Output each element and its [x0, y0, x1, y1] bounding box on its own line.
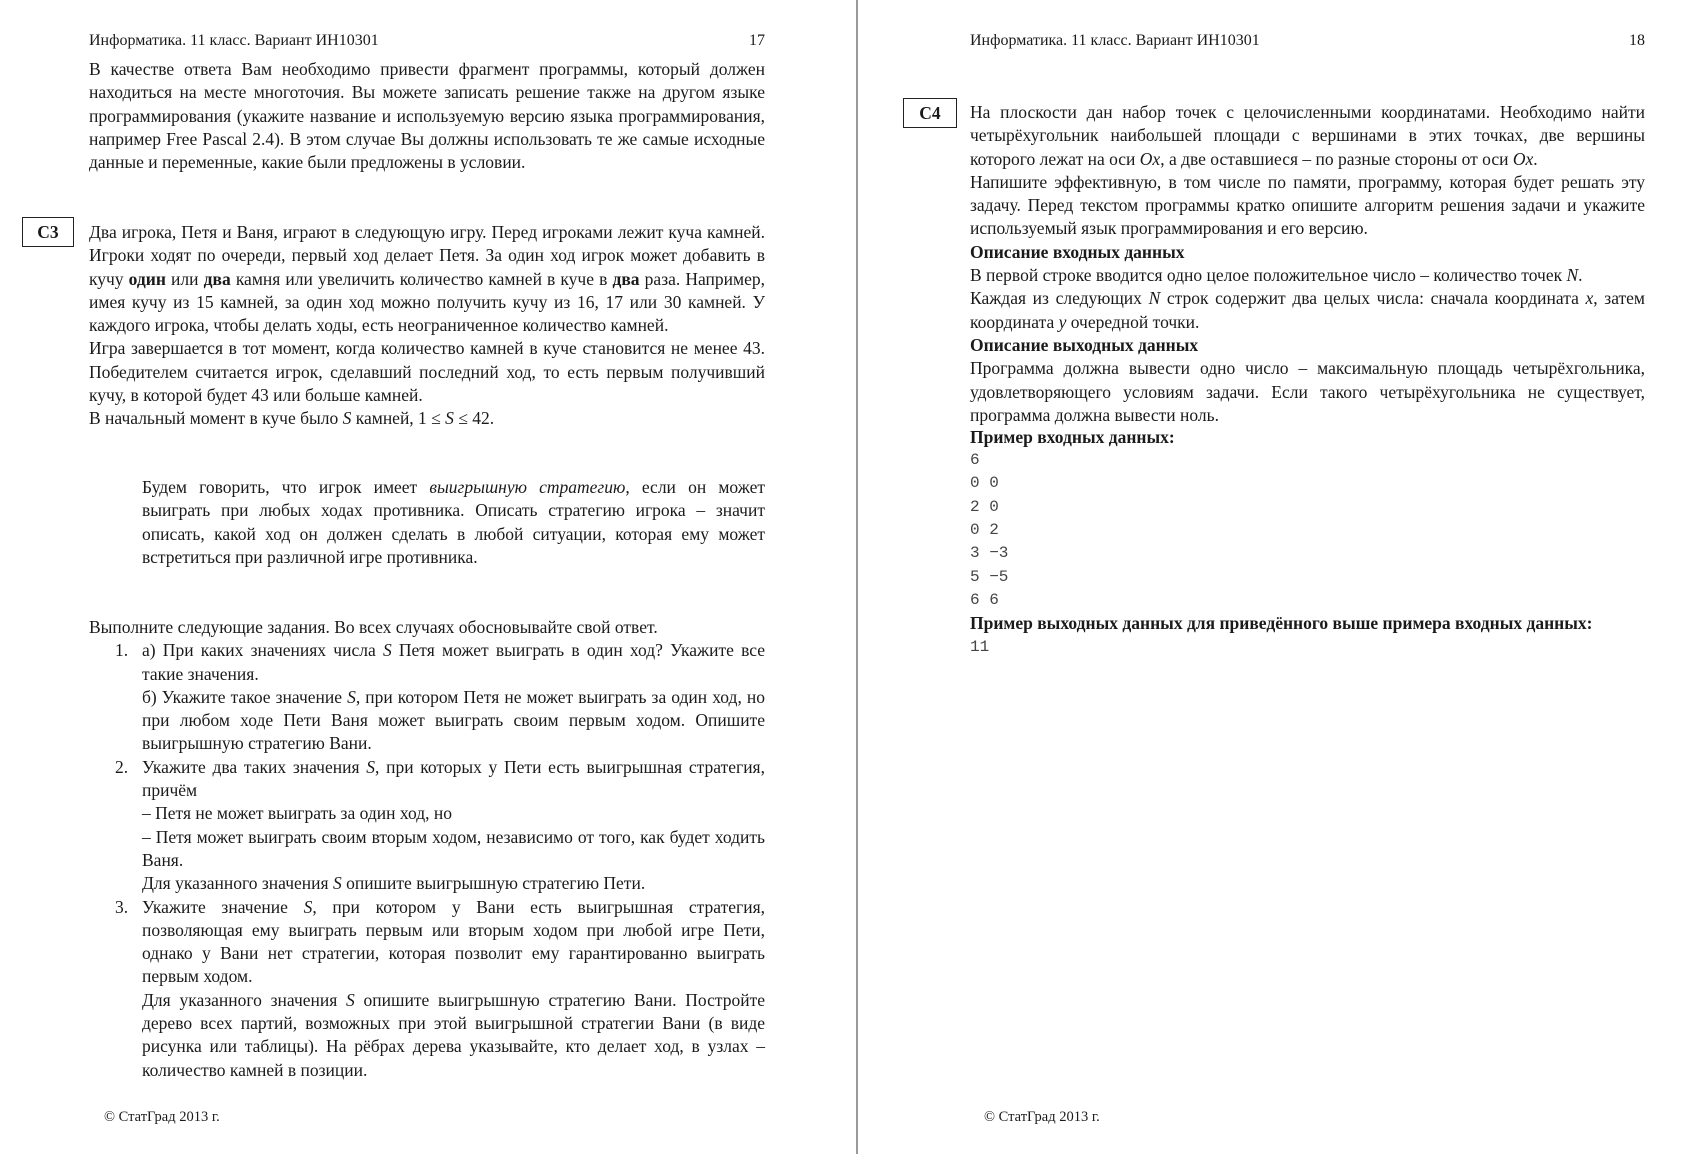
- intro-paragraph: В качестве ответа Вам необходимо привести фрагмент программы, который должен находиться на месте многоточия. Вы можете записать решение также на другом языке программирования (укажите название и используемую версию языка программирования, например Free Pascal 2.4). В этом случае Вы должны использовать те же самые исходные данные и переменные, какие были предложены в условии.: [89, 59, 765, 173]
- page-header: Информатика. 11 класс. Вариант ИН10301: [89, 32, 379, 49]
- task-part: [142, 989, 765, 1082]
- text-segment: , затем координата: [970, 288, 1646, 332]
- strategy-definition: [142, 476, 765, 569]
- bold-text: два: [203, 268, 231, 289]
- italic-text: S: [347, 686, 356, 707]
- text-segment: Два игрока, Петя и Ваня, играют в следующую игру. Перед игроками лежит куча камней. Игроки ходят по очереди, первый ход делает Петя. За один ход игрок может добавить в кучу: [89, 222, 765, 289]
- input-description-2: [970, 287, 1645, 334]
- example-output: 11: [970, 637, 990, 656]
- text-segment: Петя может выиграть в один ход? Укажите все такие значения.: [142, 640, 765, 684]
- example-input: [970, 449, 1645, 612]
- text-segment: В начальный момент в куче было: [89, 408, 343, 429]
- tasks-section: [89, 616, 765, 1082]
- page-footer: © СтатГрад 2013 г.: [984, 1109, 1100, 1125]
- italic-text: Ox: [1512, 148, 1534, 169]
- bold-text: один: [128, 268, 166, 289]
- page-footer: © СтатГрад 2013 г.: [104, 1109, 220, 1125]
- task-c4-statement: [970, 101, 1645, 659]
- input-line: 3 −3: [970, 544, 1009, 563]
- text-segment: Для указанного значения: [142, 989, 347, 1010]
- task-part: [142, 896, 765, 989]
- italic-text: S: [445, 408, 454, 429]
- c4-problem: [970, 101, 1645, 171]
- bold-text: два: [612, 268, 640, 289]
- text-segment: – Петя может выиграть своим вторым ходом, независимо от того, как будет ходить Ваня.: [142, 826, 765, 870]
- task-part: [142, 686, 765, 756]
- c4-requirements: Напишите эффективную, в том числе по памяти, программу, которая будет решать эту задачу. Перед текстом программы кратко опишите алгоритм решения задачи и укажите используемый язык программирования и его версию.: [970, 171, 1645, 239]
- text-segment: В первой строке вводится одно целое положительное число – количество точек: [970, 265, 1567, 286]
- text-segment: Для указанного значения: [142, 873, 333, 894]
- text-segment: – Петя не может выиграть за один ход, но: [142, 803, 452, 824]
- text-segment: , если он может выиграть при любых ходах противника. Описать стратегию игрока – значит описать, какой ход он должен сделать в любой ситуации, которая ему может встретиться при различной игре противника.: [142, 477, 765, 567]
- input-description-1: [970, 264, 1645, 287]
- c3-paragraph-end: Игра завершается в тот момент, когда количество камней в куче становится не менее 43. Победителем считается игрок, сделавший последний ход, то есть первым получивший кучу, в которой будет 43 или больше камней.: [89, 338, 765, 406]
- tasks-intro: Выполните следующие задания. Во всех случаях обосновывайте свой ответ.: [89, 617, 658, 637]
- task-part: [142, 872, 765, 895]
- text-segment: Укажите два таких значения: [142, 756, 367, 777]
- text-segment: или: [165, 268, 204, 289]
- text-segment: камней, 1 ≤: [351, 408, 446, 429]
- input-line: 6 6: [970, 590, 999, 609]
- output-description: Программа должна вывести одно число – максимальную площадь четырёхгольника, удовлетворяющего условиям задачи. Если такого четырёхугольника не существует, программа должна вывести ноль.: [970, 358, 1645, 425]
- input-line: 6: [970, 451, 980, 470]
- task-c3-statement: [89, 221, 765, 431]
- output-heading: Описание выходных данных: [970, 334, 1199, 355]
- text-segment: , при которых у Пети есть выигрышная стратегия, причём: [142, 756, 765, 801]
- example-input-heading: Пример входных данных:: [970, 427, 1175, 448]
- task-item: [115, 639, 765, 755]
- task-part: [142, 826, 765, 873]
- text-segment: Каждая из следующих: [970, 288, 1149, 309]
- text-segment: б) Укажите такое значение: [142, 686, 348, 707]
- task-number: 2.: [115, 756, 129, 777]
- input-line: 0 0: [970, 474, 999, 493]
- text-segment: а) При каких значениях числа: [142, 640, 383, 661]
- page-number: 17: [749, 32, 765, 49]
- text-segment: ≤ 42.: [453, 408, 495, 429]
- italic-text: N: [1148, 288, 1161, 309]
- text-segment: камня или увеличить количество камней в куче в: [230, 268, 613, 289]
- c3-paragraph-rules: [89, 221, 765, 337]
- italic-text: S: [366, 756, 375, 777]
- italic-text: x: [1585, 288, 1594, 309]
- task-part: [142, 802, 765, 825]
- text-segment: раза. Например, имея кучу из 15 камней, за один ход можно получить кучу из 16, 17 или 30 камней. У каждого игрока, чтобы делать ходы, есть неограниченное количество камней.: [89, 268, 765, 336]
- text-segment: Укажите значение: [142, 896, 304, 917]
- italic-text: S: [303, 896, 313, 917]
- input-line: 5 −5: [970, 567, 1009, 586]
- page-divider: [856, 0, 858, 1154]
- italic-text: Ox: [1139, 148, 1161, 169]
- task-item: [115, 756, 765, 896]
- text-segment: строк содержит два целых числа: сначала координата: [1160, 288, 1586, 309]
- italic-text: S: [382, 640, 392, 661]
- text-segment: опишите выигрышную стратегию Вани. Постройте дерево всех партий, возможных при этой выигрышной стратегии Вани (в виде рисунка или таблицы). На рёбрах дерева указывайте, кто делает ход, в узлах – количество камней в позиции.: [142, 989, 765, 1080]
- task-number: 3.: [115, 896, 129, 917]
- input-heading: Описание входных данных: [970, 241, 1185, 262]
- text-segment: .: [1533, 148, 1538, 169]
- italic-text: S: [332, 873, 342, 894]
- italic-text: S: [342, 408, 352, 429]
- text-segment: .: [1578, 265, 1583, 286]
- task-list: [89, 639, 765, 1082]
- italic-text: выигрышную стратегию: [429, 477, 626, 497]
- task-label-c3: С3: [22, 217, 74, 247]
- c3-paragraph-start: [89, 407, 765, 430]
- text-segment: , а две оставшиеся – по разные стороны от оси: [1160, 148, 1513, 169]
- italic-text: y: [1058, 311, 1067, 332]
- task-part: [142, 639, 765, 686]
- text-segment: Будем говорить, что игрок имеет: [142, 477, 430, 497]
- example-output-heading: Пример выходных данных для приведённого выше примера входных данных:: [970, 613, 1593, 634]
- text-segment: очередной точки.: [1066, 311, 1200, 332]
- italic-text: S: [346, 989, 355, 1010]
- text-segment: опишите выигрышную стратегию Пети.: [341, 873, 646, 894]
- text-segment: , при котором у Вани есть выигрышная стратегия, позволяющая ему выиграть первым или вторым ходом при любой игре Пети, однако у Вани нет стратегии, которая позволит ему гарантированно выиграть первым ходом.: [142, 896, 765, 987]
- task-part: [142, 756, 765, 803]
- task-label-c4: С4: [903, 98, 957, 128]
- text-segment: На плоскости дан набор точек с целочисленными координатами. Необходимо найти четырёхугольник наибольшей площади с вершинами в этих точках, две вершины которого лежат на оси: [970, 102, 1645, 169]
- task-number: 1.: [115, 640, 129, 661]
- input-line: 0 2: [970, 521, 999, 540]
- input-line: 2 0: [970, 497, 999, 516]
- italic-text: N: [1566, 265, 1579, 286]
- task-item: [115, 896, 765, 1082]
- text-segment: , при котором Петя не может выиграть за один ход, но при любом ходе Пети Ваня может выиграть своим первым ходом. Опишите выигрышную стратегию Вани.: [142, 686, 766, 754]
- page-number: 18: [1629, 32, 1645, 49]
- page-header: Информатика. 11 класс. Вариант ИН10301: [970, 32, 1260, 49]
